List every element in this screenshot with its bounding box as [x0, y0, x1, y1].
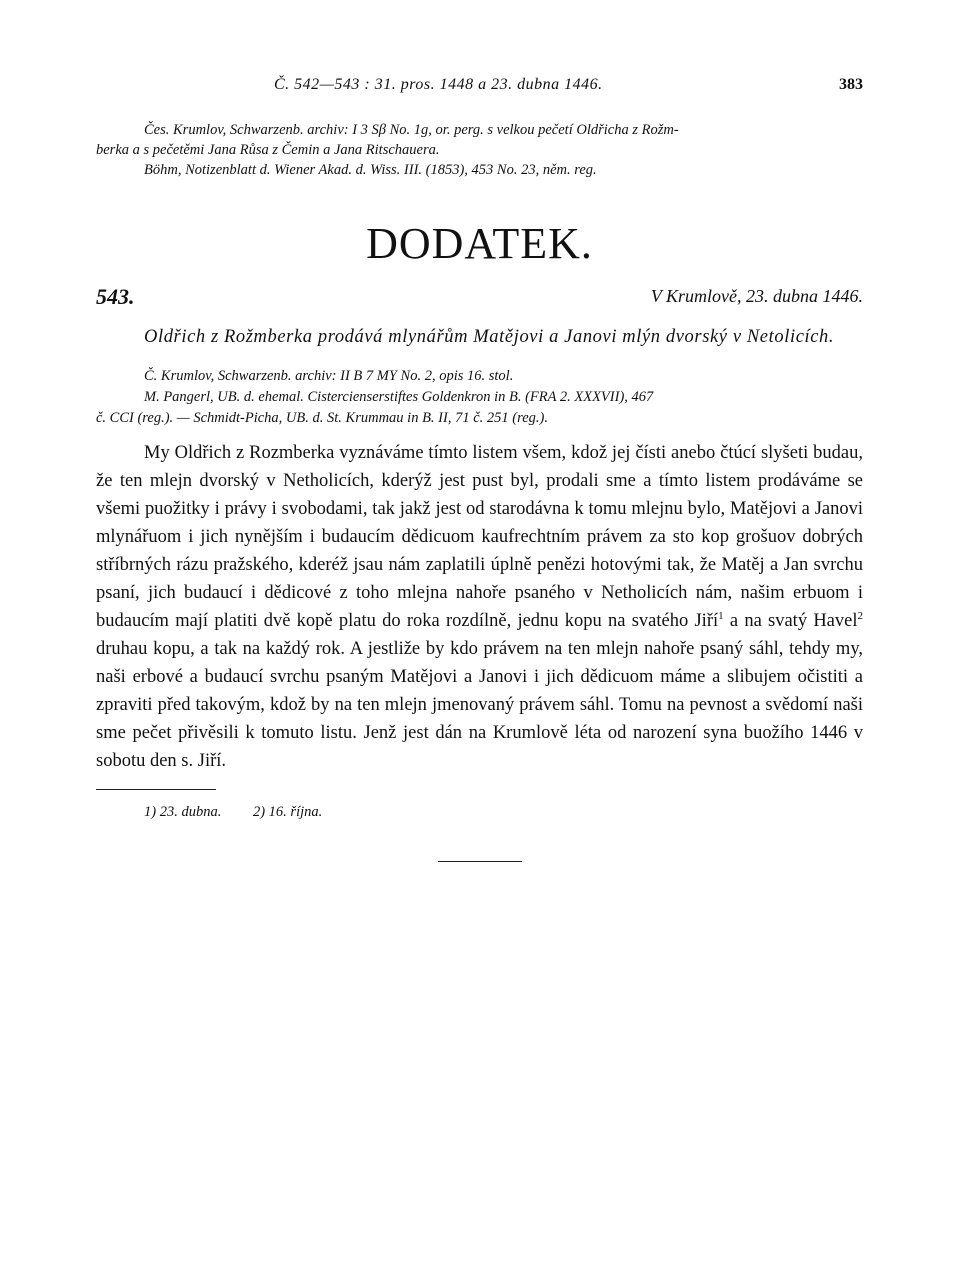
source-line: č. CCI (reg.). — Schmidt-Picha, UB. d. St. Krummau in B. II, 71 č. 251 (reg.).: [96, 410, 548, 426]
place-date: V Krumlově, 23. dubna 1446.: [650, 286, 863, 306]
charter-text-part: druhau kopu, a tak na každý rok. A jestliže by kdo právem na ten mlejn nahoře psaný sáhl, tehdy my, naši erbové a budaucí svrchu psaným Matějovi a Janovi i jich dědicuom máme a slibujem očistiti a zpraviti před takovým, kdož by na ten mlejn jmenovaný právem sáhl. Tomu na pevnost a svědomí naši sme pečet přivěsili k tomuto listu. Jenž jest dán na Krumlově léta od narození syna buožího 1446 v sobotu den s. Jiří.: [96, 639, 863, 771]
note-line: Čes. Krumlov, Schwarzenb. archiv: I 3 Sβ No. 1g, or. perg. s velkou pečetí Oldřicha z Rožm-: [144, 122, 679, 138]
section-title: DODATEK.: [366, 219, 593, 268]
source-line: M. Pangerl, UB. d. ehemal. Cistercienserstiftes Goldenkron in B. (FRA 2. XXXVII), 467: [144, 389, 654, 405]
charter-paragraph: [96, 439, 863, 775]
charter-text-part: a na svatý Havel: [723, 611, 858, 631]
charter-text: [96, 439, 863, 775]
regest-text: Oldřich z Rožmberka prodává mlynářům Matějovi a Janovi mlýn dvorský v Netolicích.: [144, 327, 835, 347]
end-rule: [438, 861, 522, 862]
document-page: [96, 70, 863, 862]
regest: [96, 324, 863, 350]
charter-text-part: My Oldřich z Rozmberka vyznáváme tímto listem všem, kdož jej čísti anebo čtúcí slyšeti budau, že ten mlejn dvorský v Netholicích, kderýž jest pust byl, prodali sme a tímto listem prodáváme se všemi puožitky i právy i svobodami, tak jakž jest od starodávna k tomu mlejnu bylo, Matějovi a Janovi mlynářuom i jich nynějším i budaucím dědicuom kaufrechtním právem za sto kop grošuov dobrých stříbrných rázu pražského, kderéž jsau nám zaplatili úplně penězi hotovými tak, že Matěj a Jan svrchu psaní, jich budaucí i dědicové z toho mlejna nahoře psaného v Netholicích nám, našim erbuom i budaucím mají platiti dvě kopě platu do roka rozdílně, jednu kopu na svatého Jiří: [96, 443, 863, 631]
document-number: 543.: [96, 284, 135, 309]
footnote-rule: [96, 789, 216, 790]
footnotes: [96, 804, 863, 821]
note-line: berka a s pečetěmi Jana Růsa z Čemin a Jana Ritschauera.: [96, 142, 440, 158]
previous-document-notes: [96, 120, 863, 180]
page-header: [96, 70, 863, 102]
footnote-mark: 1: [718, 609, 724, 622]
source-line: Č. Krumlov, Schwarzenb. archiv: II B 7 MY No. 2, opis 16. stol.: [144, 368, 514, 384]
sources: [96, 366, 863, 429]
note-line: Böhm, Notizenblatt d. Wiener Akad. d. Wiss. III. (1853), 453 No. 23, něm. reg.: [144, 162, 597, 178]
running-title: Č. 542—543 : 31. pros. 1448 a 23. dubna 1446.: [274, 76, 603, 93]
footnote: 1) 23. dubna.: [144, 804, 222, 820]
footnote: 2) 16. října.: [252, 804, 323, 820]
footnote-mark: 2: [857, 609, 863, 622]
document-heading: [96, 278, 863, 318]
page-number: 383: [839, 76, 863, 93]
